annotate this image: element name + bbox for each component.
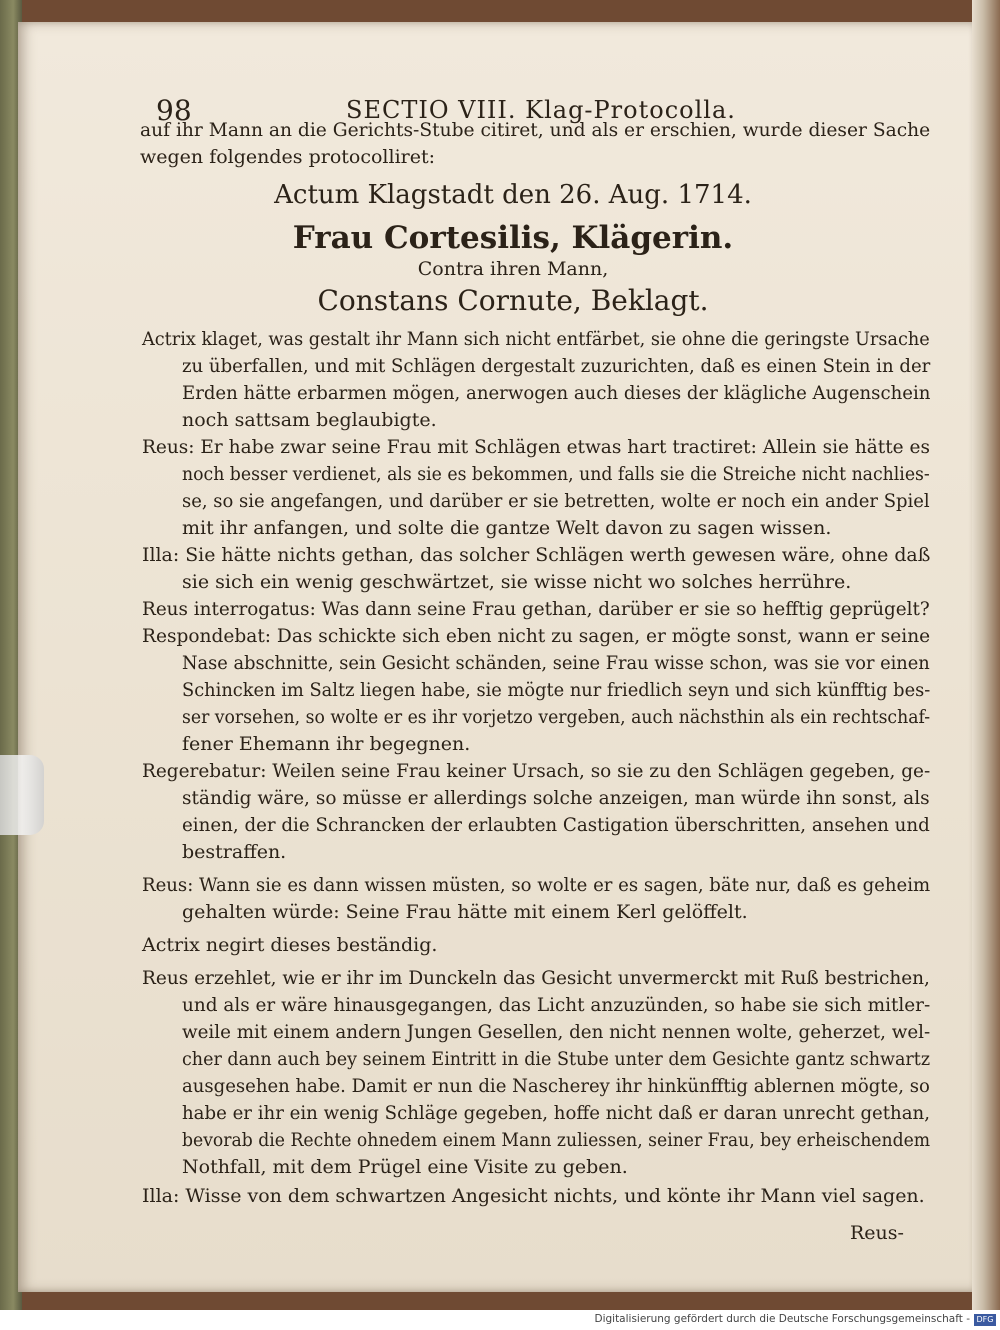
body-line: Schincken im Saltz liegen habe, sie mögte nur friedlich seyn und sich künfftig bes- [182,679,931,701]
body-line: fener Ehemann ihr begegnen. [182,733,471,755]
body-line: einen, der die Schrancken der erlaubten Castigation überschritten, ansehen und [182,814,930,836]
intro-line: auf ihr Mann an die Gerichts-Stube citiret, und als er erschien, wurde dieser Sache [140,119,931,141]
actum-heading: Actum Klagstadt den 26. Aug. 1714. [274,180,752,210]
body-line: Erden hätte erbarmen mögen, anerwogen auch dieses der klägliche Augenschein [182,382,931,404]
body-line: noch besser verdienet, als sie es bekommen, und falls sie die Streiche nicht nachlies- [182,463,930,485]
body-line: ser vorsehen, so wolte er es ihr vorjetzo vergeben, auch nächsthin als ein rechtschaf- [182,706,931,728]
body-line: mit ihr anfangen, und solte die gantze Welt davon zu sagen wissen. [182,517,832,539]
body-line: sie sich ein wenig geschwärtzet, sie wisse nicht wo solches herrühre. [182,571,852,593]
dfg-logo-icon: DFG [974,1314,996,1326]
page-stack-edge [972,0,1000,1310]
body-line: Reus interrogatus: Was dann seine Frau gethan, darüber er sie so hefftig geprügelt? [142,598,930,620]
plaintiff-heading: Frau Cortesilis, Klägerin. [292,220,734,256]
body-line: Reus erzehlet, wie er ihr im Dunckeln das Gesicht unvermerckt mit Ruß bestrichen, [142,967,930,989]
body-line: weile mit einem andern Jungen Gesellen, den nicht nennen wolte, geherzet, wel- [182,1021,931,1043]
defendant-heading: Constans Cornute, Beklagt. [317,284,709,317]
body-line: cher dann auch bey seinem Eintritt in die Stube unter dem Gesichte gantz schwartz [182,1048,931,1070]
running-head: SECTIO VIII. Klag-Protocolla. [346,96,736,124]
body-line: ständig wäre, so müsse er allerdings solche anzeigen, man würde ihn sonst, als [182,787,930,809]
body-line: Actrix klaget, was gestalt ihr Mann sich nicht entfärbet, sie ohne die geringste Ursache [142,328,930,350]
body-line: und als er wäre hinausgegangen, das Licht anzuzünden, so habe sie sich mitler- [182,994,931,1016]
body-line: zu überfallen, und mit Schlägen dergestalt zuzurichten, daß es einen Stein in der [182,355,931,377]
scan-clip [0,755,44,835]
body-line: gehalten würde: Seine Frau hätte mit einem Kerl gelöffelt. [182,901,748,923]
body-line: bevorab die Rechte ohnedem einem Mann zuliessen, seiner Frau, bey erheischendem [182,1129,931,1151]
body-line: Illa: Wisse von dem schwartzen Angesicht nichts, und könte ihr Mann viel sagen. [142,1185,925,1207]
body-line: bestraffen. [182,841,287,863]
body-line: habe er ihr ein wenig Schläge gegeben, hoffe nicht daß er daran unrecht gethan, [182,1102,930,1124]
footer-bar [0,1310,1000,1330]
body-line: Reus: Wann sie es dann wissen müsten, so wolte er es sagen, bäte nur, daß es geheim [142,874,931,896]
body-line: ausgesehen habe. Damit er nun die Nascherey ihr hinkünfftig ablernen mögte, so [182,1075,930,1097]
contra-heading: Contra ihren Mann, [417,258,609,280]
body-line: Nothfall, mit dem Prügel eine Visite zu geben. [182,1156,628,1178]
body-line: Illa: Sie hätte nichts gethan, das solcher Schlägen werth gewesen wäre, ohne daß [142,544,931,566]
body-line: Nase abschnitte, sein Gesicht schänden, seine Frau wisse schon, was sie vor einen [182,652,930,674]
body-line: Respondebat: Das schickte sich eben nicht zu sagen, er mögte sonst, wann er seine [142,625,931,647]
body-line: noch sattsam beglaubigte. [182,409,437,431]
catchword: Reus- [850,1222,904,1244]
intro-line: wegen folgendes protocolliret: [140,146,436,168]
body-line: se, so sie angefangen, und darüber er sie betretten, wolte er noch ein ander Spiel [182,490,930,512]
page-number: 98 [156,94,192,127]
body-line: Actrix negirt dieses beständig. [142,934,438,956]
body-line: Regerebatur: Weilen seine Frau keiner Ursach, so sie zu den Schlägen gegeben, ge- [142,760,931,782]
book-page [18,22,976,1292]
footer-credit: Digitalisierung gefördert durch die Deutsche Forschungsgemeinschaft - [594,1313,970,1325]
body-line: Reus: Er habe zwar seine Frau mit Schlägen etwas hart tractiret: Allein sie hätte es [142,436,930,458]
